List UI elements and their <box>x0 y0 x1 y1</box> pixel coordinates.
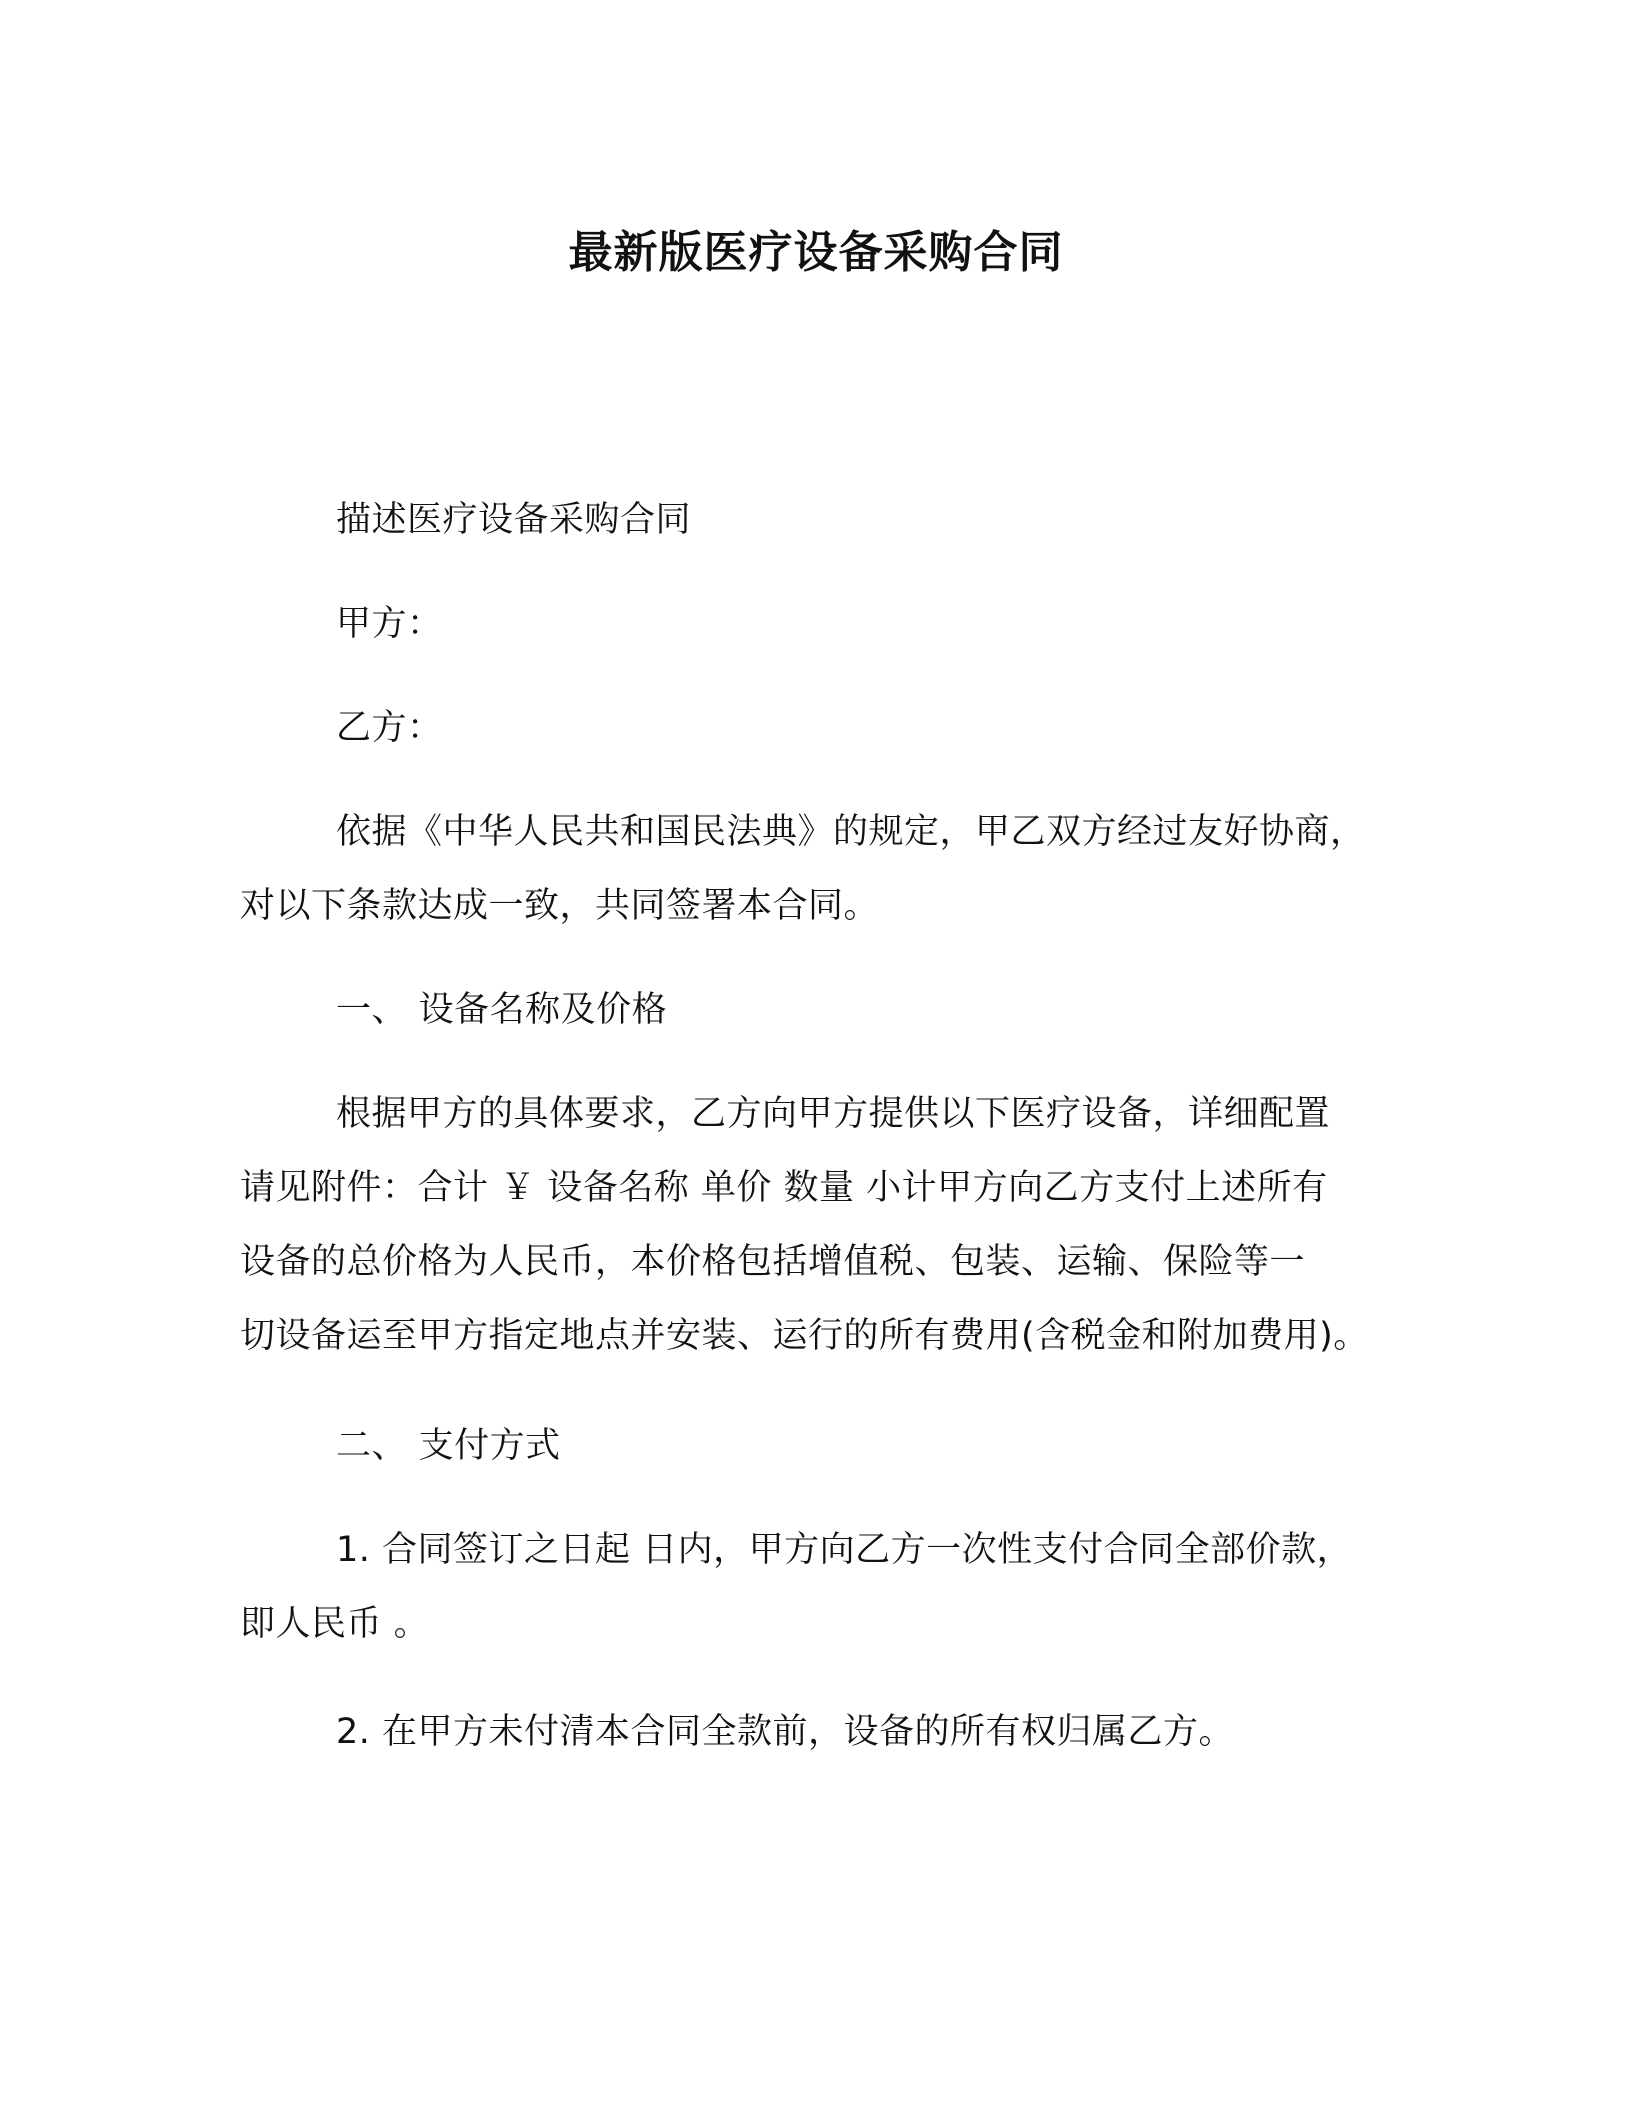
party-b-label: 乙方： <box>336 708 443 748</box>
payment-item-1 <box>240 1518 1400 1656</box>
document-subtitle: 描述医疗设备采购合同 <box>336 500 692 540</box>
payment-item-1-line-2: 即人民币 。 <box>240 1604 430 1644</box>
section-1-line-4: 切设备运至甲方指定地点并安装、运行的所有费用(含税金和附加费用)。 <box>240 1316 1369 1356</box>
party-a-label: 甲方： <box>336 604 443 644</box>
payment-item-2: 2. 在甲方未付清本合同全款前，设备的所有权归属乙方。 <box>336 1712 1235 1752</box>
section-1-line-3: 设备的总价格为人民币，本价格包括增值税、包装、运输、保险等一 <box>240 1242 1306 1282</box>
intro-line-1: 依据《中华人民共和国民法典》的规定，甲乙双方经过友好协商， <box>336 812 1366 852</box>
section-1-line-2: 请见附件：合计 ￥ 设备名称 单价 数量 小计甲方向乙方支付上述所有 <box>240 1168 1328 1208</box>
section-1-heading: 一、 设备名称及价格 <box>336 990 668 1030</box>
payment-item-1-line-1: 1. 合同签订之日起 日内，甲方向乙方一次性支付合同全部价款， <box>336 1530 1353 1570</box>
section-1-paragraph <box>240 1082 1400 1368</box>
document-title: 最新版医疗设备采购合同 <box>568 227 1064 278</box>
intro-paragraph <box>240 800 1400 938</box>
intro-line-2: 对以下条款达成一致，共同签署本合同。 <box>240 886 880 926</box>
section-1-line-1: 根据甲方的具体要求，乙方向甲方提供以下医疗设备，详细配置 <box>336 1094 1331 1134</box>
section-2-heading: 二、 支付方式 <box>336 1426 561 1466</box>
